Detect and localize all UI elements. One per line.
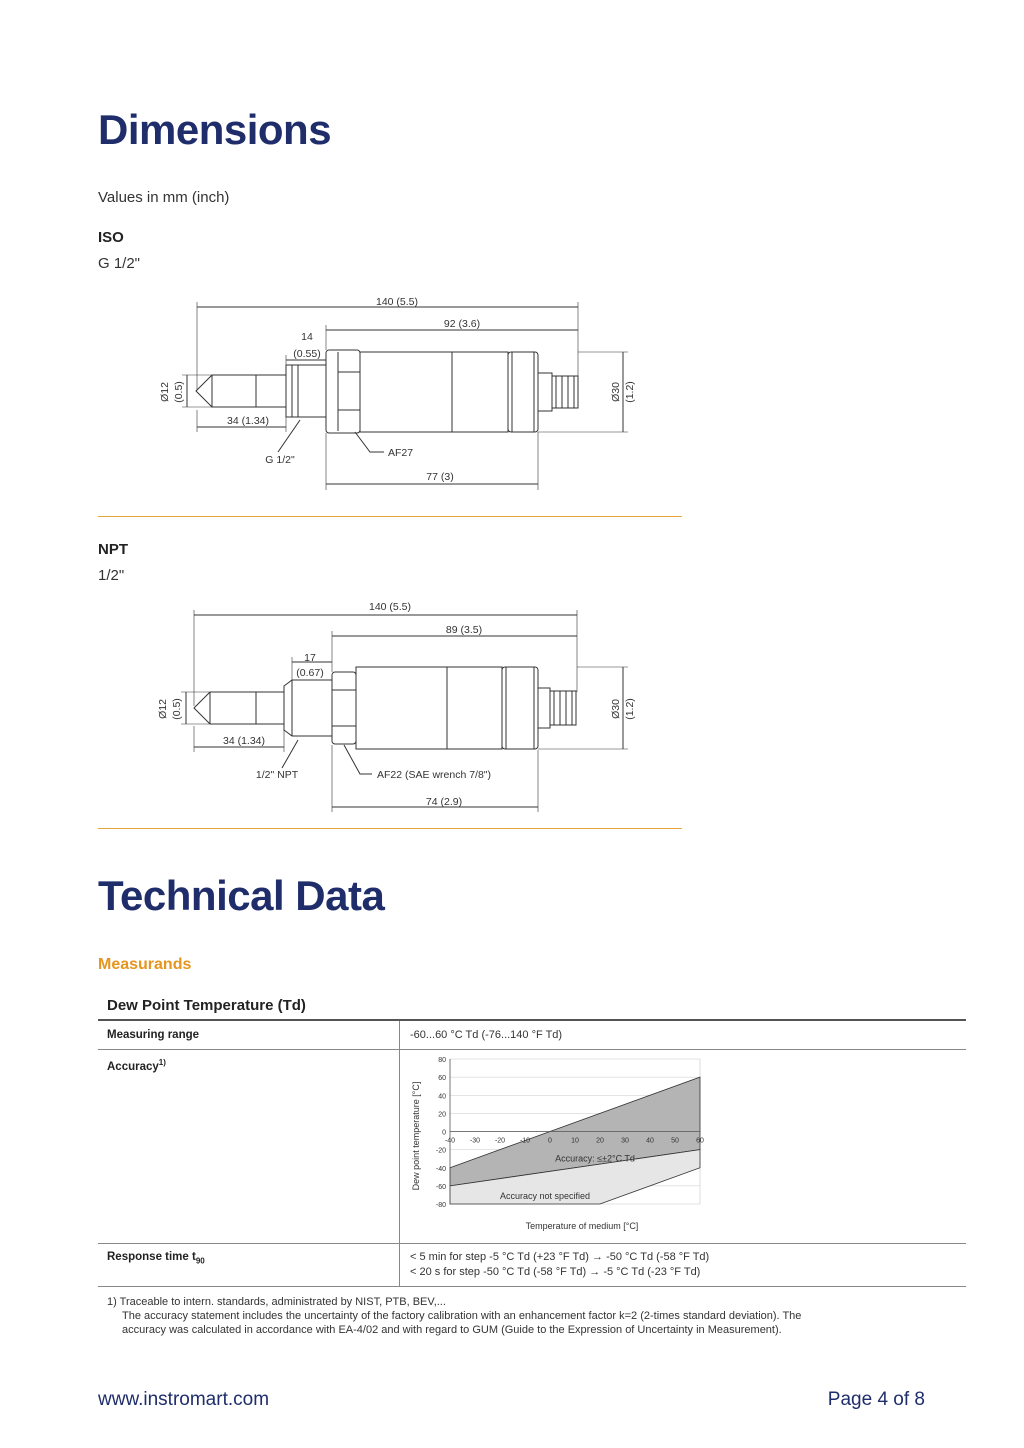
chart-x-tick-label: 20 xyxy=(596,1137,604,1145)
chart-y-tick-label: -40 xyxy=(435,1165,446,1173)
chart-x-tick-label: 50 xyxy=(671,1137,679,1145)
measuring-range-label: Measuring range xyxy=(107,1029,200,1041)
dew-point-title: Dew Point Temperature (Td) xyxy=(107,997,306,1014)
chart-x-tick-label: -20 xyxy=(494,1137,506,1145)
region-label-not-specified: Accuracy not specified xyxy=(499,1190,591,1201)
chart-x-tick-label: -10 xyxy=(519,1137,531,1145)
chart-x-axis-label: Temperature of medium [°C] xyxy=(525,1221,639,1231)
iso-dim-dia-left-b: (0.5) xyxy=(173,381,185,403)
chart-y-tick-label: 80 xyxy=(438,1057,446,1064)
npt-dim-dia-right-a: Ø30 xyxy=(610,699,622,719)
response-time-line1: < 5 min for step -5 °C Td (+23 °F Td) → -50 °C Td (-58 °F Td) xyxy=(410,1251,710,1263)
iso-dim-dia-right-b: (1.2) xyxy=(624,381,636,403)
chart-y-tick-label: -80 xyxy=(435,1202,446,1209)
iso-dim-dia-left-a: Ø12 xyxy=(159,382,171,402)
iso-dim-overall: 140 (5.5) xyxy=(375,296,419,308)
chart-x-tick-label: 60 xyxy=(696,1137,704,1145)
chart-x-tick-label: -30 xyxy=(469,1137,481,1145)
accuracy-chart xyxy=(400,1050,720,1240)
npt-dim-overall: 140 (5.5) xyxy=(368,601,412,613)
response-time-label: Response time $t_{90}$ xyxy=(107,1251,205,1266)
chart-x-tick-label: 10 xyxy=(571,1137,579,1145)
npt-dim-dia-left-b: (0.5) xyxy=(171,698,183,720)
dimensions-title: Dimensions xyxy=(98,106,332,153)
iso-dim-upper: 92 (3.6) xyxy=(443,318,481,330)
npt-dimension-drawing xyxy=(150,595,650,815)
iso-dim-collar-b: (0.55) xyxy=(293,348,321,360)
table-bottom-rule xyxy=(98,1286,966,1287)
iso-dim-collar-a: 14 xyxy=(301,331,313,343)
iso-dim-probe: 34 (1.34) xyxy=(226,415,270,427)
table-row-rule xyxy=(98,1243,966,1244)
iso-wrench-callout: AF27 xyxy=(388,447,414,459)
iso-dim-body: 77 (3) xyxy=(426,471,454,483)
npt-dim-dia-right-b: (1.2) xyxy=(624,698,636,720)
measurands-heading: Measurands xyxy=(98,956,192,973)
npt-dim-upper: 89 (3.5) xyxy=(445,624,483,636)
iso-thread-callout: G 1/2" xyxy=(265,454,295,466)
chart-y-tick-label: -60 xyxy=(435,1183,446,1191)
chart-y-tick-label: 0 xyxy=(442,1129,446,1137)
footer-url-link[interactable]: www.instromart.com xyxy=(98,1389,270,1410)
response-time-line2: < 20 s for step -50 °C Td (-58 °F Td) → -5 °C Td (-23 °F Td) xyxy=(410,1266,701,1278)
units-note: Values in mm (inch) xyxy=(98,189,230,206)
chart-y-tick-label: -20 xyxy=(435,1147,446,1155)
divider xyxy=(98,828,682,829)
iso-dim-dia-right-a: Ø30 xyxy=(610,382,622,402)
footnote-line2: The accuracy statement includes the uncertainty of the factory calibration with an enhancement factor k=2 (2-times standard deviation). The xyxy=(122,1310,802,1322)
iso-label: ISO xyxy=(98,229,124,246)
npt-wrench-callout: AF22 (SAE wrench 7/8") xyxy=(377,769,492,781)
npt-thread: 1/2" xyxy=(98,567,125,584)
chart-y-tick-label: 60 xyxy=(438,1075,446,1083)
chart-x-tick-label: -40 xyxy=(444,1137,456,1145)
footer-page-number: Page 4 of 8 xyxy=(827,1389,925,1410)
npt-dim-body: 74 (2.9) xyxy=(425,796,463,808)
npt-thread-callout: 1/2" NPT xyxy=(255,769,299,781)
footnote-line1: 1) Traceable to intern. standards, administrated by NIST, PTB, BEV,... xyxy=(107,1296,446,1308)
npt-dim-collar-b: (0.67) xyxy=(296,667,324,679)
chart-y-tick-label: 20 xyxy=(438,1111,446,1119)
iso-thread: G 1/2" xyxy=(98,255,141,272)
measuring-range-value: -60...60 °C Td (-76...140 °F Td) xyxy=(410,1029,563,1041)
accuracy-label: Accuracy$^{1)}$ xyxy=(107,1058,166,1073)
technical-data-title: Technical Data xyxy=(98,872,385,919)
chart-y-axis-label: Dew point temperature [°C] xyxy=(411,1081,421,1191)
iso-dimension-drawing xyxy=(150,290,650,490)
npt-label: NPT xyxy=(98,541,128,558)
footnote-line3: accuracy was calculated in accordance with EA-4/02 and with regard to GUM (Guide to the Expression of Uncertainty in Measurement). xyxy=(122,1324,782,1336)
chart-x-tick-label: 30 xyxy=(621,1137,629,1145)
divider xyxy=(98,516,682,517)
chart-x-tick-label: 40 xyxy=(646,1137,654,1145)
chart-x-tick-label: 0 xyxy=(548,1137,552,1145)
region-label-accuracy: Accuracy: ≤±2°C Td xyxy=(555,1153,635,1164)
npt-dim-probe: 34 (1.34) xyxy=(222,735,266,747)
table-top-rule xyxy=(98,1019,966,1021)
npt-dim-dia-left-a: Ø12 xyxy=(157,699,169,719)
npt-dim-collar-a: 17 xyxy=(304,652,316,664)
chart-y-tick-label: 40 xyxy=(438,1093,446,1101)
